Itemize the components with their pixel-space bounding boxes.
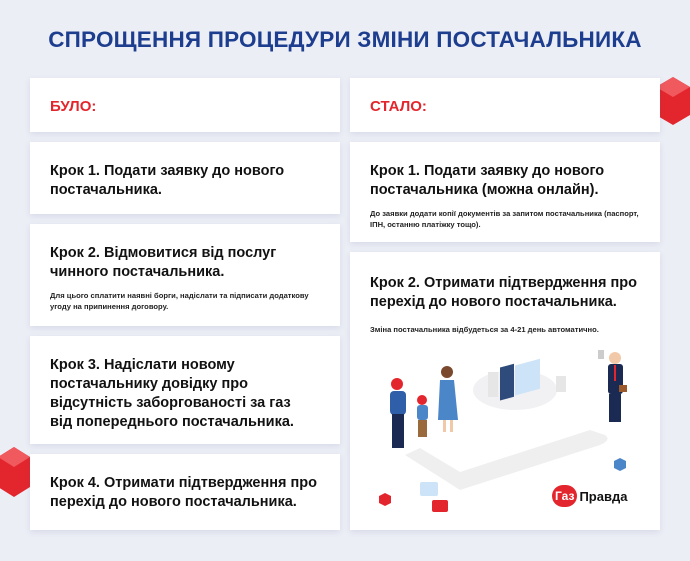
checkmark-shape: [405, 430, 608, 490]
before-step-3: [30, 336, 340, 444]
before-step-1: [30, 142, 340, 214]
blue-cube-icon: [614, 458, 626, 471]
step-title: Крок 4. Отримати підтвердження про перехід до нового постачальника.: [50, 475, 317, 510]
step-title: Крок 2. Відмовитися від послуг чинного постачальника.: [50, 245, 277, 280]
logo-part2: Правда: [579, 488, 628, 504]
step-title: Крок 1. Подати заявку до нового постачальника (можна онлайн).: [370, 163, 605, 198]
gazpravda-logo: [552, 485, 627, 507]
before-header-card: [30, 78, 340, 132]
family-icon: [390, 366, 458, 448]
step-note: До заявки додати копії документів за запитом постачальника (паспорт, ІПН, останню платіжку тощо).: [370, 209, 639, 229]
before-step-2: [30, 224, 340, 326]
step-title: Крок 1. Подати заявку до нового постачальника.: [50, 163, 285, 198]
after-header: СТАЛО:: [370, 98, 427, 115]
step-note: Зміна постачальника відбудеться за 4-21 день автоматично.: [370, 325, 599, 334]
chat-icon: [420, 482, 438, 496]
page-title: СПРОЩЕННЯ ПРОЦЕДУРИ ЗМІНИ ПОСТАЧАЛЬНИКА: [48, 27, 642, 52]
after-header-card: [350, 78, 660, 132]
red-hexagon-icon: [379, 493, 391, 506]
logo-part1: Газ: [552, 485, 577, 507]
step-title: Крок 2. Отримати підтвердження про перехід до нового постачальника.: [370, 275, 637, 310]
chat-icon: [432, 500, 448, 512]
step-note: Для цього сплатити наявні борги, надіслати та підписати додаткову угоду на припинення договору.: [50, 291, 309, 311]
before-header: БУЛО:: [50, 98, 97, 115]
after-step-1: [350, 142, 660, 242]
step-title: Крок 3. Надіслати новому постачальнику довідку про відсутність заборгованості за газ від попереднього постачальника.: [50, 357, 294, 430]
businessman-icon: [598, 350, 627, 422]
red-hexagon-icon: [655, 75, 690, 145]
before-step-4: [30, 454, 340, 530]
red-hexagon-icon: [0, 445, 32, 507]
